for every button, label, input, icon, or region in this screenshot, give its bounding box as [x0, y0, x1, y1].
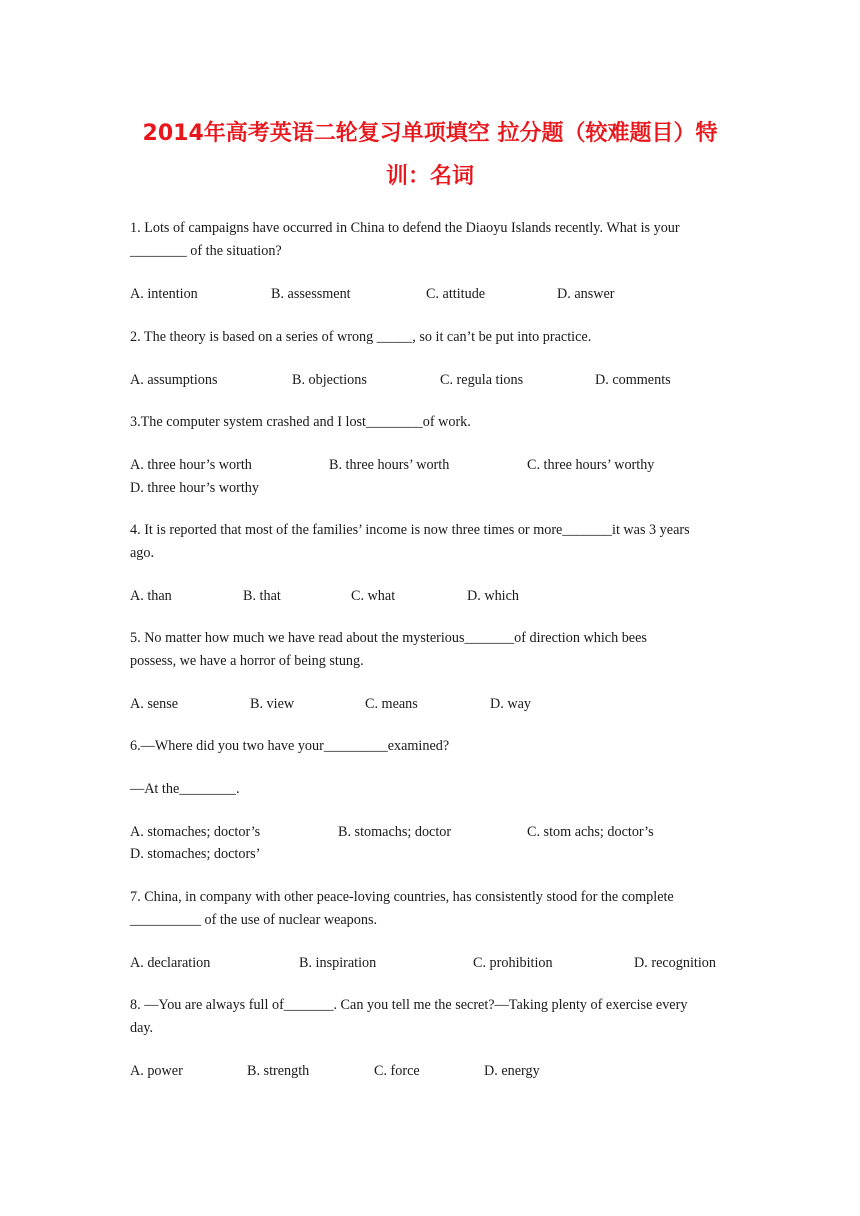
document-title-line-1: 2014年高考英语二轮复习单项填空 拉分题（较难题目）特 — [142, 121, 718, 146]
question-3-option-b: B. three hours’ worth — [329, 457, 450, 473]
question-5-option-c: C. means — [365, 696, 418, 712]
question-4-option-d: D. which — [467, 588, 520, 604]
question-8-option-b: B. strength — [247, 1063, 310, 1079]
question-3-option-a: A. three hour’s worth — [130, 457, 252, 473]
question-4-text-line-2: ago. — [130, 545, 155, 561]
question-1-option-c: C. attitude — [426, 286, 486, 302]
question-5-option-b: B. view — [250, 696, 295, 712]
question-7-option-c: C. prohibition — [473, 955, 553, 971]
question-3-option-c: C. three hours’ worthy — [527, 457, 655, 473]
question-5-text-line-2: possess, we have a horror of being stung. — [130, 653, 364, 669]
question-2-text-line-1: 2. The theory is based on a series of wrong _____, so it can’t be put into practice. — [130, 329, 592, 345]
question-3-option-d: D. three hour’s worthy — [130, 480, 259, 496]
question-4-option-a: A. than — [130, 588, 172, 604]
question-7-text-line-1: 7. China, in company with other peace-loving countries, has consistently stood for the complete — [130, 889, 674, 905]
question-1-option-d: D. answer — [557, 286, 615, 302]
question-2-option-c: C. regula tions — [440, 372, 524, 388]
question-8-text-line-2: day. — [130, 1020, 154, 1036]
question-1-option-a: A. intention — [130, 286, 198, 302]
question-3-text-line-1: 3.The computer system crashed and I lost________of work. — [130, 414, 471, 430]
question-7-option-d: D. recognition — [634, 955, 716, 971]
question-2-option-a: A. assumptions — [130, 372, 218, 388]
question-7-option-b: B. inspiration — [299, 955, 377, 971]
question-4-option-c: C. what — [351, 588, 396, 604]
question-6-text-line-1: 6.—Where did you two have your_________examined? — [130, 738, 450, 754]
question-6-option-a: A. stomaches; doctor’s — [130, 824, 261, 840]
question-1-text-line-2: ________ of the situation? — [130, 243, 282, 259]
question-6-text-line-2: —At the________. — [130, 781, 240, 797]
question-8-option-a: A. power — [130, 1063, 183, 1079]
question-5-option-a: A. sense — [130, 696, 179, 712]
question-7-option-a: A. declaration — [130, 955, 211, 971]
question-6-option-b: B. stomachs; doctor — [338, 824, 452, 840]
question-6-option-d: D. stomaches; doctors’ — [130, 846, 261, 862]
question-1-option-b: B. assessment — [271, 286, 351, 302]
document-title-line-2: 训：名词 — [385, 164, 474, 189]
question-5-text-line-1: 5. No matter how much we have read about the mysterious_______of direction which bees — [130, 630, 647, 646]
question-6-option-c: C. stom achs; doctor’s — [527, 824, 654, 840]
question-7-text-line-2: __________ of the use of nuclear weapons. — [130, 912, 378, 928]
question-4-option-b: B. that — [243, 588, 281, 604]
question-5-option-d: D. way — [490, 696, 531, 712]
question-4-text-line-1: 4. It is reported that most of the families’ income is now three times or more_______it was 3 years — [130, 522, 690, 538]
question-2-option-b: B. objections — [292, 372, 367, 388]
question-2-option-d: D. comments — [595, 372, 671, 388]
question-8-option-d: D. energy — [484, 1063, 540, 1079]
question-1-text-line-1: 1. Lots of campaigns have occurred in China to defend the Diaoyu Islands recently. What is your — [130, 220, 680, 236]
question-8-text-line-1: 8. —You are always full of_______. Can you tell me the secret?—Taking plenty of exercise every — [130, 997, 688, 1013]
question-8-option-c: C. force — [374, 1063, 420, 1079]
